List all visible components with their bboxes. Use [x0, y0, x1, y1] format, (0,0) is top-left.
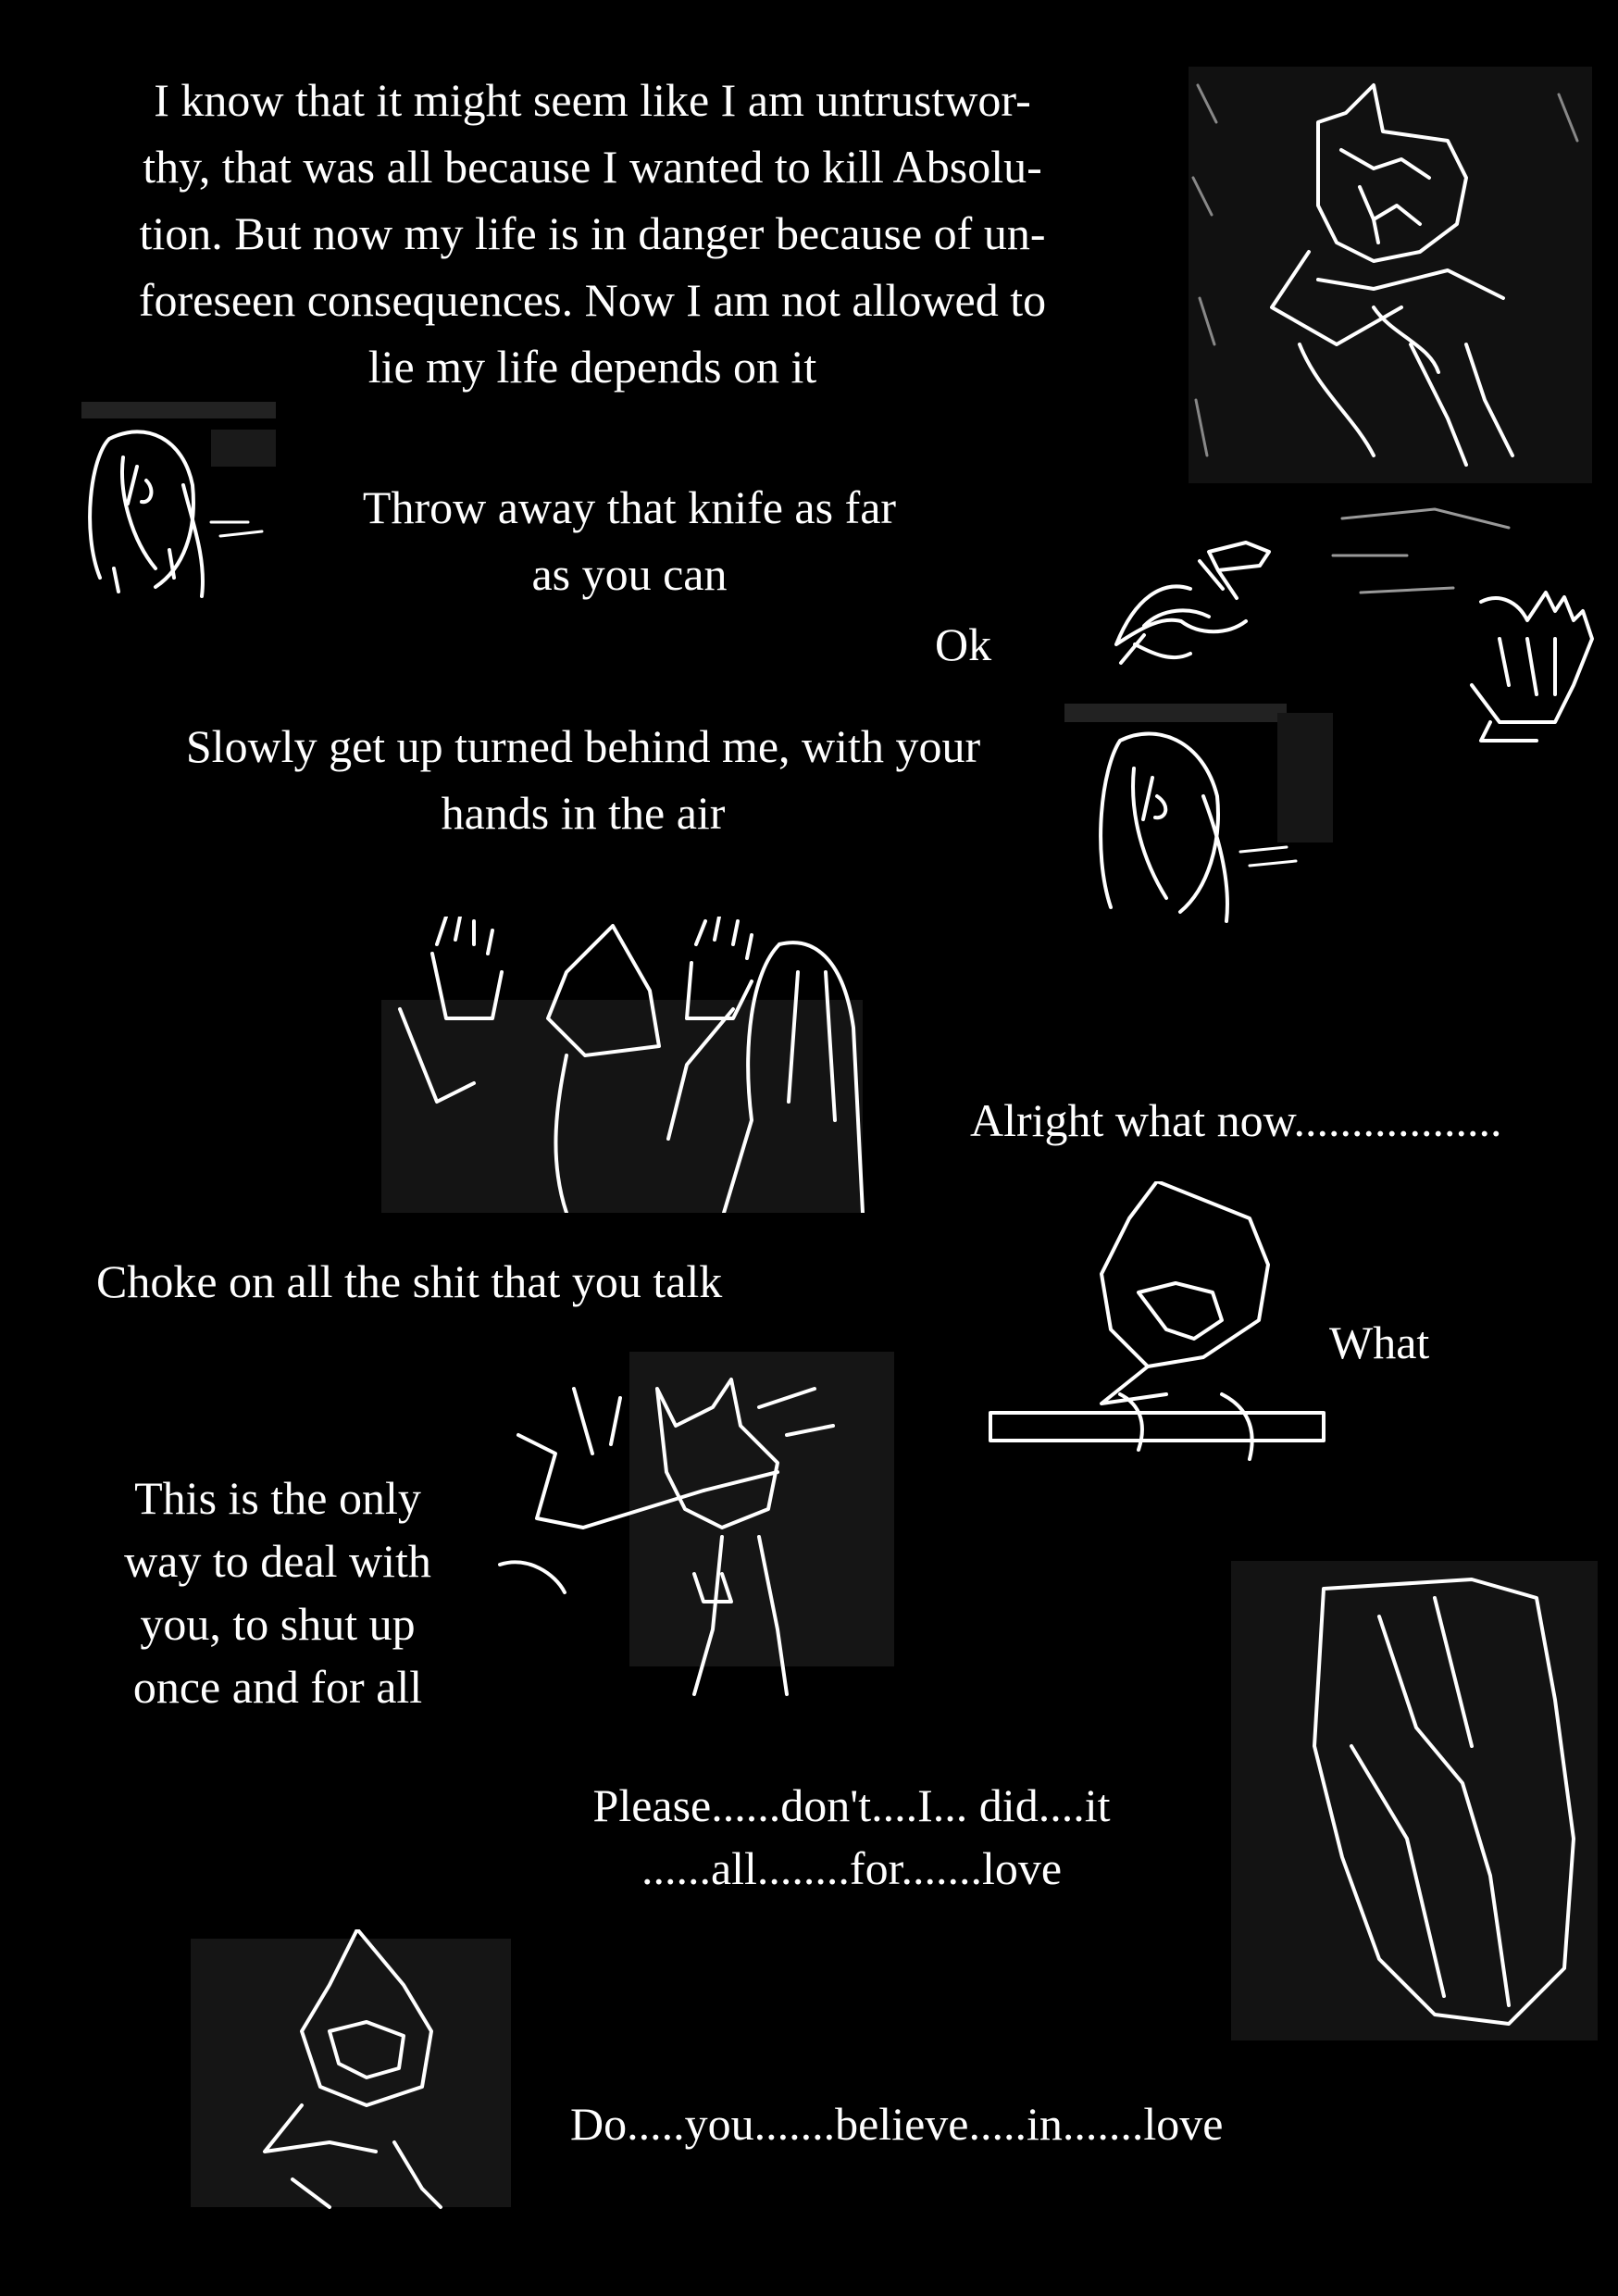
please-dialogue: Please......don't....I... did....it ......all........for.......love: [592, 1779, 1111, 1894]
hooded-figure-bar-panel: [981, 1181, 1333, 1478]
throw-knife-dialogue: Throw away that knife as far as you can: [362, 481, 897, 600]
hand-sketch-icon: [1324, 500, 1601, 778]
long-hair-face-sketch-icon: [1064, 704, 1351, 935]
falling-cloak-panel: [1231, 1561, 1598, 2040]
what-dialogue: What: [1329, 1316, 1430, 1368]
choke-dialogue: Choke on all the shit that you talk: [96, 1255, 723, 1307]
hands-up-sketch-icon: [381, 917, 937, 1213]
hooded-knight-sketch-icon: [191, 1929, 511, 2215]
knife-hand-sketch-icon: [1107, 533, 1301, 691]
hooded-knight-bar-sketch-icon: [981, 1181, 1333, 1478]
hands-up-panel: [381, 917, 937, 1213]
open-hand-panel: [1324, 500, 1601, 778]
long-hair-figure-panel-1: [44, 402, 276, 611]
long-hair-figure-panel-2: [1064, 704, 1351, 935]
hooded-knight-sketch-icon: [1189, 67, 1592, 483]
cloak-sketch-icon: [1231, 1561, 1598, 2040]
choking-scene-panel: [481, 1352, 894, 1703]
long-hair-face-sketch-icon: [44, 402, 276, 611]
what-now-dialogue: Alright what now..................: [970, 1094, 1502, 1146]
choking-sketch-icon: [481, 1352, 894, 1703]
get-up-dialogue: Slowly get up turned behind me, with your hands in the air: [185, 720, 981, 839]
only-way-dialogue: This is the only way to deal with you, to shut up once and for all: [124, 1472, 431, 1713]
ok-dialogue: Ok: [935, 618, 992, 670]
believe-dialogue: Do.....you.......believe.....in.......love: [570, 2098, 1224, 2150]
hooded-figure-panel: [1189, 67, 1592, 483]
knife-hand-panel: [1107, 533, 1301, 691]
intro-dialogue: I know that it might seem like I am untrustwor- thy, that was all because I wanted to kill Absolu- tion. But now my life is in danger because of un- foreseen consequences. Now I am not allowed to lie my life depends on it: [138, 74, 1047, 393]
small-hooded-figure-panel: [191, 1929, 511, 2215]
